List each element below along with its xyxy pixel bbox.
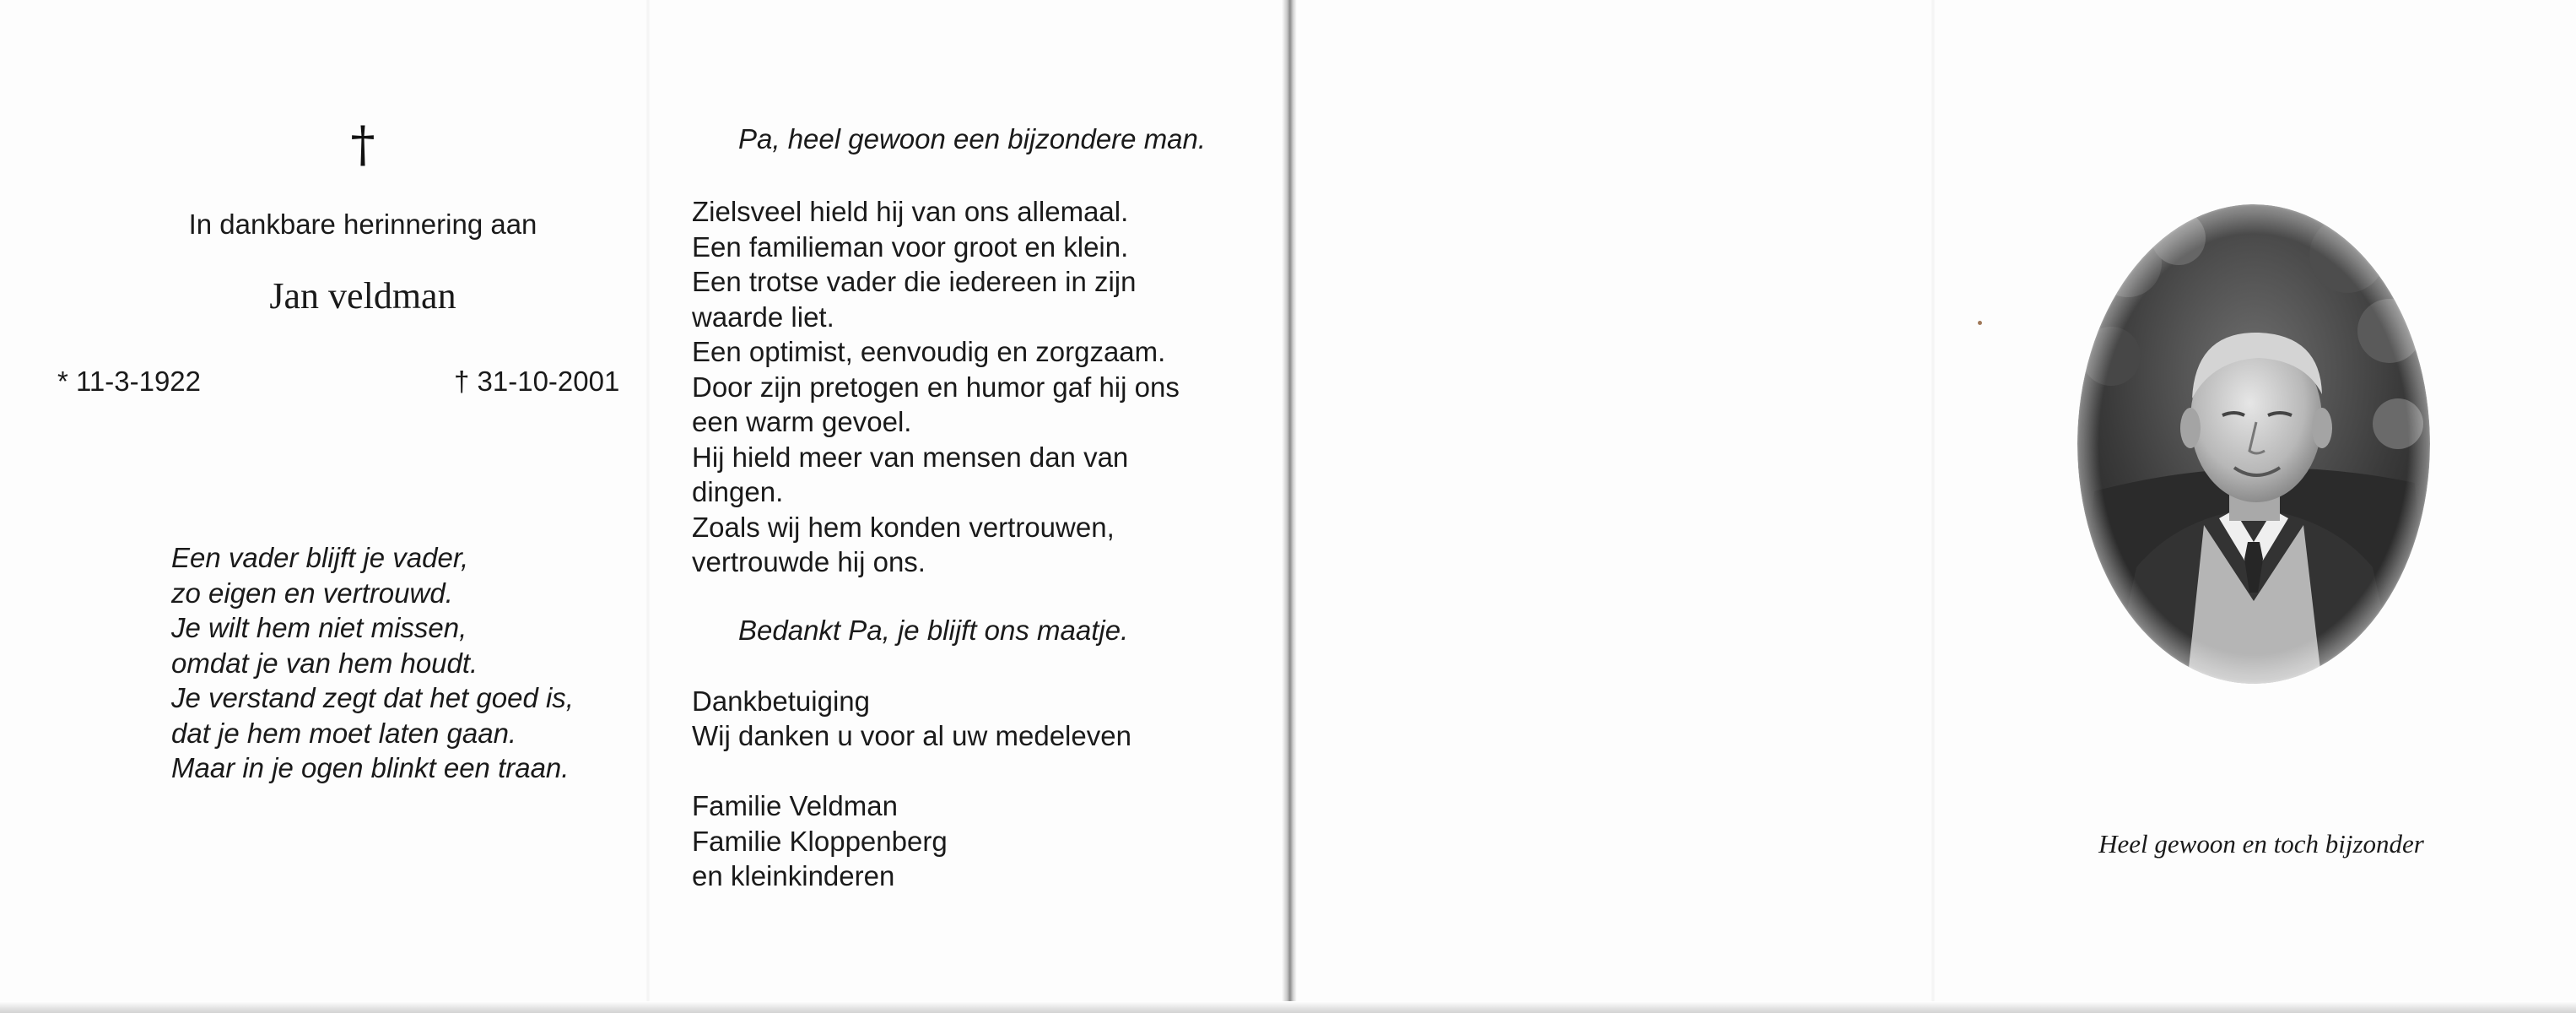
family-name: en kleinkinderen bbox=[692, 860, 895, 891]
scan-gutter bbox=[1282, 0, 1297, 1013]
acknowledgement-heading: Dankbetuiging bbox=[692, 685, 870, 717]
acknowledgement-text: Wij danken u voor al uw medeleven bbox=[692, 720, 1131, 751]
tribute-line: Zielsveel hield hij van ons allemaal. bbox=[692, 196, 1129, 227]
tribute-line: waarde liet. bbox=[692, 301, 834, 333]
tribute-title: Pa, heel gewoon een bijzondere man. bbox=[738, 123, 1207, 154]
tribute-line: Door zijn pretogen en humor gaf hij ons bbox=[692, 371, 1180, 403]
family-name: Familie Kloppenberg bbox=[692, 825, 948, 857]
poem-line: zo eigen en vertrouwd. bbox=[171, 577, 453, 609]
memorial-panel bbox=[34, 0, 620, 1013]
photo-caption: Heel gewoon en toch bijzonder bbox=[2098, 829, 2424, 859]
poem-line: Je wilt hem niet missen, bbox=[171, 612, 467, 643]
tribute-line: Hij hield meer van mensen dan van bbox=[692, 441, 1129, 473]
tribute-panel bbox=[675, 0, 1283, 1013]
fold-line-left bbox=[645, 0, 651, 1013]
in-memory-text: In dankbare herinnering aan bbox=[188, 209, 537, 240]
thanks-line: Bedankt Pa, je blijft ons maatje. bbox=[738, 615, 1129, 646]
tribute-line: Zoals wij hem konden vertrouwen, bbox=[692, 511, 1115, 543]
fold-line-right bbox=[1931, 0, 1936, 1013]
photo-panel bbox=[1941, 0, 2576, 1013]
poem-line: dat je hem moet laten gaan. bbox=[171, 717, 517, 749]
tribute-line: Een optimist, eenvoudig en zorgzaam. bbox=[692, 336, 1166, 367]
death-date: † 31-10-2001 bbox=[454, 366, 620, 397]
scan-speck bbox=[1978, 321, 1982, 325]
tribute-line: Een trotse vader die iedereen in zijn bbox=[692, 266, 1137, 297]
tribute-line: een warm gevoel. bbox=[692, 406, 912, 437]
birth-date: * 11-3-1922 bbox=[57, 366, 202, 397]
portrait-photo bbox=[2077, 204, 2430, 684]
poem-line: omdat je van hem houdt. bbox=[171, 647, 478, 679]
poem-line: Je verstand zegt dat het goed is, bbox=[171, 682, 574, 713]
tribute-line: vertrouwde hij ons. bbox=[692, 546, 926, 577]
tribute-text bbox=[692, 194, 1180, 580]
cross-icon: † bbox=[350, 116, 375, 173]
deceased-name: Jan veldman bbox=[269, 275, 456, 317]
tribute-line: Een familieman voor groot en klein. bbox=[692, 230, 1129, 263]
poem bbox=[171, 540, 574, 786]
portrait-photo-icon bbox=[2077, 204, 2430, 684]
tribute-line: dingen. bbox=[692, 476, 784, 507]
family-signatures bbox=[692, 788, 948, 894]
family-name: Familie Veldman bbox=[692, 790, 898, 821]
poem-line: Een vader blijft je vader, bbox=[171, 542, 469, 573]
poem-line: Maar in je ogen blinkt een traan. bbox=[171, 752, 570, 783]
